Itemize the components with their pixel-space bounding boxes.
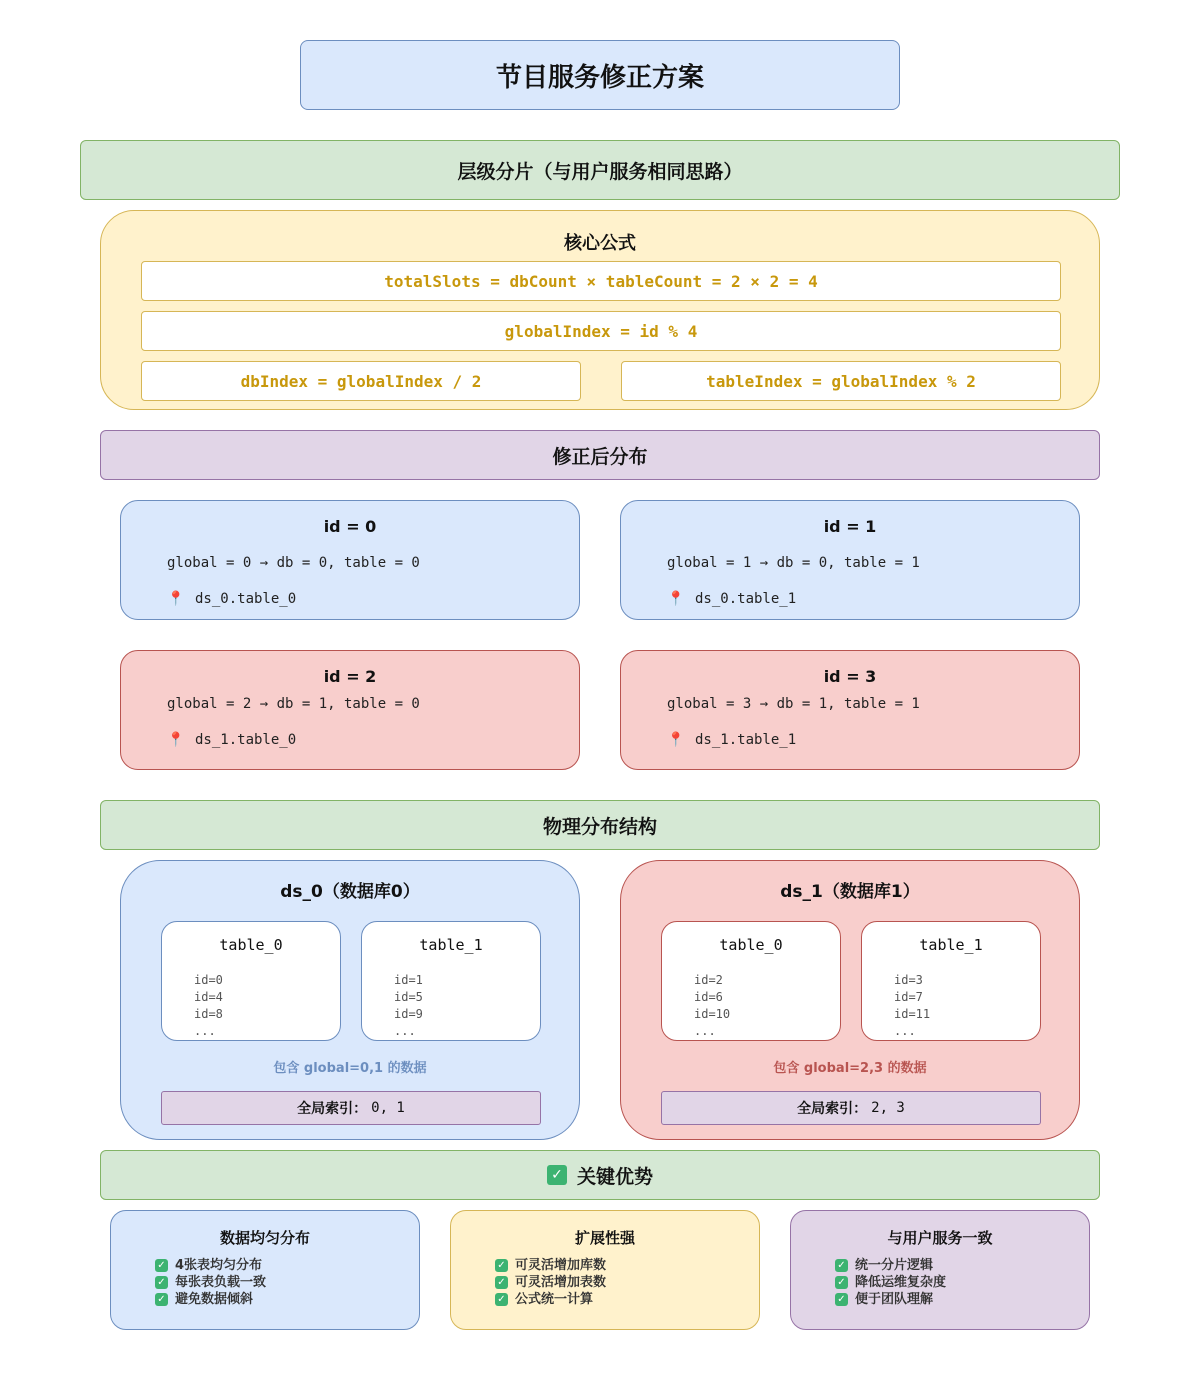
table-id-item: id=10 xyxy=(694,1007,731,1021)
table-card-table-1 xyxy=(861,921,1041,1041)
check-mark-icon: ✓ xyxy=(495,1276,508,1289)
distribution-id-label: id = 1 xyxy=(823,517,877,536)
advantage-item-text: 每张表负载一致 xyxy=(175,1275,267,1290)
table-id-item: id=5 xyxy=(394,990,423,1004)
check-mark-icon: ✓ xyxy=(155,1276,168,1289)
database-note: 包含 global=2,3 的数据 xyxy=(773,1061,927,1076)
pushpin-icon: 📍 xyxy=(167,591,185,607)
formula-db-index: dbIndex = globalIndex / 2 xyxy=(141,361,581,401)
advantage-item xyxy=(155,1274,266,1291)
advantage-item xyxy=(835,1291,946,1308)
advantage-title: 与用户服务一致 xyxy=(887,1229,993,1247)
table-name: table_0 xyxy=(719,936,783,954)
core-formula-panel xyxy=(100,210,1100,410)
advantage-card-consistency xyxy=(790,1210,1090,1330)
distribution-location-row xyxy=(667,732,796,748)
pushpin-icon: 📍 xyxy=(167,732,185,748)
table-id-item: ... xyxy=(394,1024,416,1038)
database-title: ds_1（数据库1） xyxy=(780,882,920,902)
distribution-location: ds_0.table_0 xyxy=(195,591,297,607)
table-id-list xyxy=(694,972,730,1040)
advantage-card-uniform xyxy=(110,1210,420,1330)
advantage-list xyxy=(495,1257,606,1308)
table-name: table_0 xyxy=(219,936,283,954)
table-id-item: id=6 xyxy=(694,990,723,1004)
global-index-value: 0, 1 xyxy=(371,1100,405,1116)
advantage-item-text: 统一分片逻辑 xyxy=(855,1258,934,1273)
check-mark-icon: ✓ xyxy=(495,1293,508,1306)
database-card-ds-0 xyxy=(120,860,580,1140)
check-mark-icon: ✓ xyxy=(547,1165,567,1185)
distribution-mapping: global = 0 → db = 0, table = 0 xyxy=(167,555,420,571)
check-mark-icon: ✓ xyxy=(835,1276,848,1289)
advantage-list xyxy=(155,1257,266,1308)
table-id-item: id=3 xyxy=(894,973,923,987)
distribution-mapping: global = 1 → db = 0, table = 1 xyxy=(667,555,920,571)
section-corrected-distribution: 修正后分布 xyxy=(100,430,1100,480)
global-index-label: 全局索引： xyxy=(797,1101,868,1117)
distribution-location: ds_1.table_0 xyxy=(195,732,297,748)
distribution-card-id-0 xyxy=(120,500,580,620)
pushpin-icon: 📍 xyxy=(667,732,685,748)
table-card-table-1 xyxy=(361,921,541,1041)
advantage-item-text: 避免数据倾斜 xyxy=(175,1292,254,1307)
distribution-location: ds_1.table_1 xyxy=(695,732,797,748)
pushpin-icon: 📍 xyxy=(667,591,685,607)
global-index-box xyxy=(161,1091,541,1125)
advantage-item xyxy=(495,1291,606,1308)
table-id-item: id=4 xyxy=(194,990,223,1004)
check-mark-icon: ✓ xyxy=(155,1259,168,1272)
formula-total-slots: totalSlots = dbCount × tableCount = 2 × 2 = 4 xyxy=(141,261,1061,301)
advantage-item xyxy=(835,1274,946,1291)
global-index-value: 2, 3 xyxy=(871,1100,905,1116)
advantage-item xyxy=(835,1257,946,1274)
table-card-table-0 xyxy=(161,921,341,1041)
advantage-title: 数据均匀分布 xyxy=(219,1229,310,1247)
section-physical-distribution: 物理分布结构 xyxy=(100,800,1100,850)
global-index-box xyxy=(661,1091,1041,1125)
advantage-item-text: 可灵活增加库数 xyxy=(515,1258,607,1273)
table-id-item: id=11 xyxy=(894,1007,931,1021)
distribution-card-id-2 xyxy=(120,650,580,770)
advantage-item-text: 降低运维复杂度 xyxy=(855,1275,947,1290)
check-mark-icon: ✓ xyxy=(835,1293,848,1306)
distribution-location-row xyxy=(167,732,296,748)
advantage-item xyxy=(495,1274,606,1291)
advantage-item xyxy=(495,1257,606,1274)
global-index-label: 全局索引： xyxy=(297,1101,368,1117)
table-id-item: id=9 xyxy=(394,1007,423,1021)
advantage-title: 扩展性强 xyxy=(574,1229,635,1247)
table-id-list xyxy=(194,972,223,1040)
table-id-item: id=0 xyxy=(194,973,223,987)
table-id-item: ... xyxy=(894,1024,916,1038)
table-id-list xyxy=(394,972,423,1040)
advantage-item xyxy=(155,1291,266,1308)
table-name: table_1 xyxy=(919,936,983,954)
table-id-item: id=8 xyxy=(194,1007,223,1021)
distribution-card-id-3 xyxy=(620,650,1080,770)
table-name: table_1 xyxy=(419,936,483,954)
section-key-advantages xyxy=(100,1150,1100,1200)
distribution-id-label: id = 2 xyxy=(323,667,377,686)
section-layered-sharding: 层级分片（与用户服务相同思路） xyxy=(80,140,1120,200)
distribution-id-label: id = 0 xyxy=(323,517,377,536)
table-id-list xyxy=(894,972,930,1040)
table-id-item: id=1 xyxy=(394,973,423,987)
advantage-item xyxy=(155,1257,266,1274)
database-title: ds_0（数据库0） xyxy=(280,882,420,902)
distribution-mapping: global = 2 → db = 1, table = 0 xyxy=(167,696,420,712)
advantage-list xyxy=(835,1257,946,1308)
table-id-item: ... xyxy=(194,1024,216,1038)
core-formula-heading: 核心公式 xyxy=(564,233,636,254)
table-card-table-0 xyxy=(661,921,841,1041)
distribution-location-row xyxy=(667,591,796,607)
database-card-ds-1 xyxy=(620,860,1080,1140)
formula-table-index: tableIndex = globalIndex % 2 xyxy=(621,361,1061,401)
distribution-mapping: global = 3 → db = 1, table = 1 xyxy=(667,696,920,712)
distribution-card-id-1 xyxy=(620,500,1080,620)
distribution-location: ds_0.table_1 xyxy=(695,591,797,607)
check-mark-icon: ✓ xyxy=(155,1293,168,1306)
advantage-item-text: 公式统一计算 xyxy=(515,1292,594,1307)
advantage-item-text: 4张表均匀分布 xyxy=(175,1258,263,1273)
distribution-id-label: id = 3 xyxy=(823,667,877,686)
check-mark-icon: ✓ xyxy=(495,1259,508,1272)
formula-global-index: globalIndex = id % 4 xyxy=(141,311,1061,351)
table-id-item: id=2 xyxy=(694,973,723,987)
page-title: 节目服务修正方案 xyxy=(300,40,900,110)
advantage-card-scalability xyxy=(450,1210,760,1330)
database-note: 包含 global=0,1 的数据 xyxy=(273,1061,427,1076)
check-mark-icon: ✓ xyxy=(835,1259,848,1272)
distribution-location-row xyxy=(167,591,296,607)
table-id-item: id=7 xyxy=(894,990,923,1004)
advantage-item-text: 便于团队理解 xyxy=(855,1292,934,1307)
table-id-item: ... xyxy=(694,1024,716,1038)
advantage-item-text: 可灵活增加表数 xyxy=(515,1275,607,1290)
advantages-heading: 关键优势 xyxy=(576,1165,653,1188)
